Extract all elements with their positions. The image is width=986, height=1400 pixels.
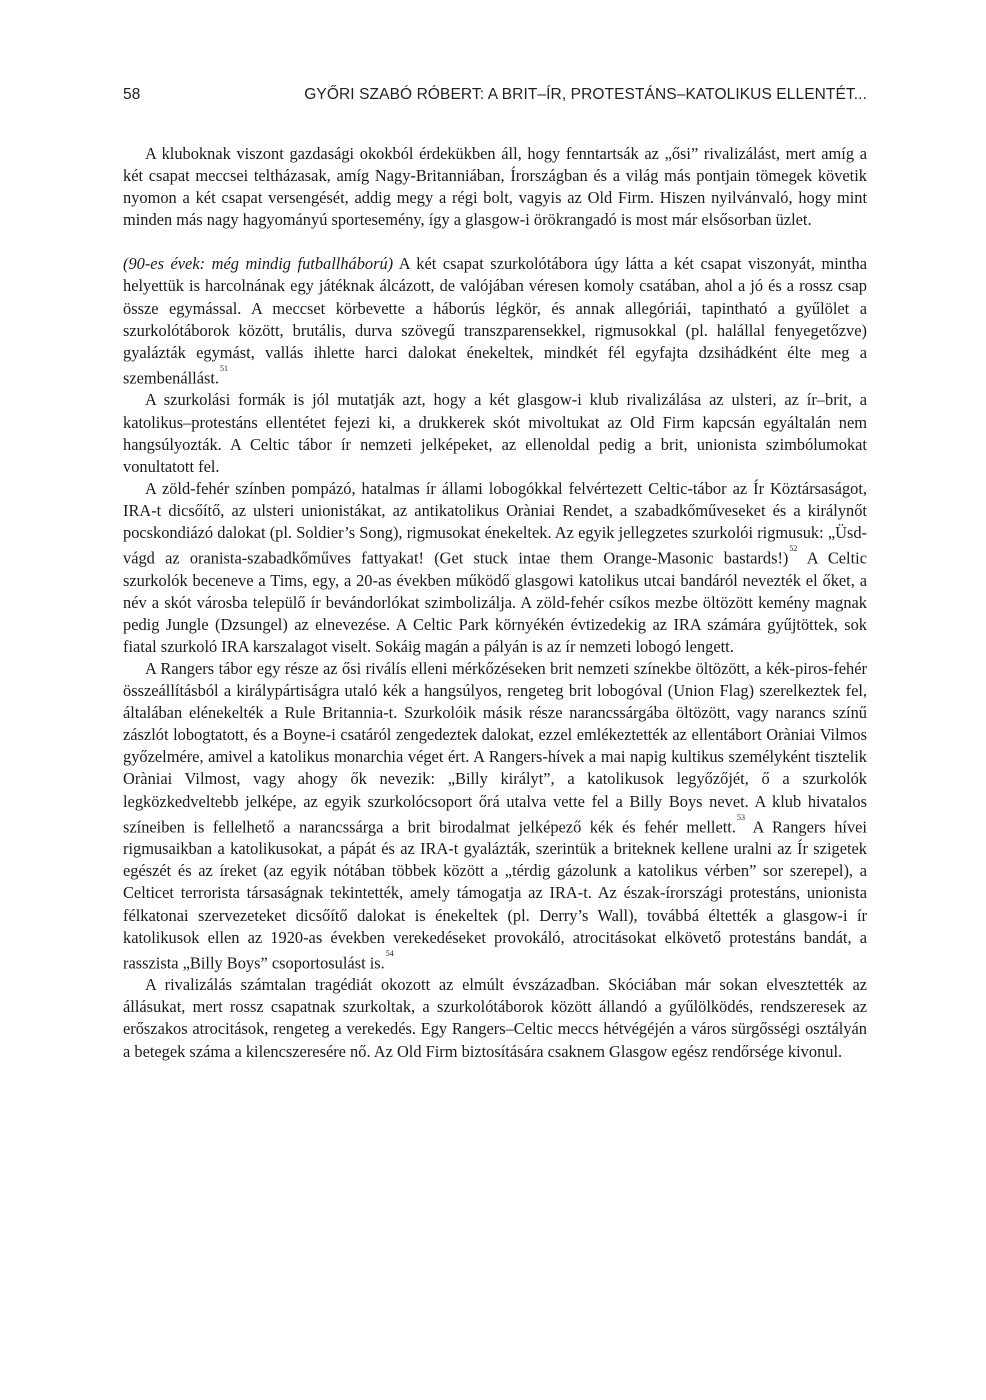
paragraph-text: A Celtic szurkolók beceneve a Tims, egy, a 20-as években működő glasgowi katolikus utcai bandáról nevezték el őket, a név a skót városba települő ír bevándorlókat szimbolizálja. A zöld-fehér csíkos mezbe öltözött kemény magnak pedig Jungle (Dzsungel) az elnevezése. A Celtic Park környékén évtizedekig az IRA számára gyűjtöttek, sok fiatal szurkoló IRA karszalagot viselt. Sokáig magán a pályán is az ír nemzeti lobogó lengett.	[123, 548, 867, 656]
body-text	[123, 143, 867, 1063]
paragraph-3	[123, 389, 867, 477]
paragraph-text: A Rangers hívei rigmusaikban a katolikusokat, a pápát és az IRA-t gyalázták, szerintük a briteknek kellene uralni az Ír szigetek egészét és az íreket (az egyik nótában többek között a „térdig gázolunk a katolikus vérben” sor szerepel), a Celticet terrorista társaságnak tekintették, amely támogatja az IRA-t. Az észak-írországi protestáns, unionista félkatonai szervezeteket dicsőítő dalokat is énekeltek (pl. Derry’s Wall), továbbá éltették a glasgow-i ír katolikusok ellen az 1920-as években verekedéseket provokáló, atrocitásokat elkövető protestáns bandát, a rasszista „Billy Boys” csoportosulást is.	[123, 817, 867, 973]
running-title: GYŐRI SZABÓ RÓBERT: A BRIT–ÍR, PROTESTÁNS–KATOLIKUS ELLENTÉT...	[304, 86, 867, 103]
paragraph-text: A kluboknak viszont gazdasági okokból érdekükben áll, hogy fenntartsák az „ősi” rivalizálást, mert amíg a két csapat meccsei teltházasak, amíg Nagy-Britanniában, Írországban és a világ más pontjain tömegek követik nyomon a két csapat versengését, addig megy a régi bolt, vagyis az Old Firm. Hiszen nyilvánvaló, hogy mint minden más nagy hagyományú sportesemény, így a glasgow-i örökrangadó is most már elsősorban üzlet.	[123, 144, 867, 230]
section-lead: (90-es évek: még mindig futballháború)	[123, 254, 394, 274]
paragraph-4	[123, 478, 867, 658]
paragraph-text: A zöld-fehér színben pompázó, hatalmas ír állami lobogókkal felvértezett Celtic-tábor az Ír Köztársaságot, IRA-t dicsőítő, az ulsteri unionistákat, az antikatolikus Oràniai Rendet, a szabadkőműveseket és a királynőt pocskondiázó dalokat (pl. Soldier’s Song), rigmusokat énekeltek. Az egyik jellegzetes szurkolói rigmusuk: „Üsd-vágd az oranista-szabadkőműves fattyakat! (Get stuck intae them Orange-Masonic bastards!)	[123, 478, 867, 568]
footnote-ref: 51	[220, 363, 229, 373]
paragraph-6	[123, 974, 867, 1062]
paragraph-5	[123, 658, 867, 974]
paragraph-1	[123, 143, 867, 231]
page-number: 58	[123, 86, 141, 103]
paragraph-text: A szurkolási formák is jól mutatják azt, hogy a két glasgow-i klub rivalizálása az ulsteri, az ír–brit, a katolikus–protestáns ellentétet fejezi ki, a drukkerek skót mivoltukat az Old Firm kapcsán egyáltalán nem hangsúlyozták. A Celtic tábor ír nemzeti jelképeket, az ellenoldal pedig a brit, unionista szimbólumokat vonultatott fel.	[123, 390, 867, 476]
paragraph-text: A rivalizálás számtalan tragédiát okozott az elmúlt évszázadban. Skóciában már sokan elvesztették az állásukat, mert rossz csapatnak szurkoltak, a szurkolótáborok között állandó a gyűlölködés, rendszeresek az erőszakos atrocitások, rengeteg a verekedés. Egy Rangers–Celtic meccs hétvégéjén a város sürgősségi osztályán a betegek száma a kilencszeresére nő. Az Old Firm biztosítására csaknem Glasgow egész rendőrsége kivonul.	[123, 975, 867, 1061]
footnote-ref: 52	[789, 544, 798, 554]
footnote-ref: 54	[385, 948, 394, 958]
footnote-ref: 53	[736, 812, 745, 822]
paragraph-text: A Rangers tábor egy része az ősi riválís elleni mérkőzéseken brit nemzeti színekbe öltözött, a kék-piros-fehér összeállításból a királypártiságra utaló kék a hangsúlyos, rengeteg brit lobogóval (Union Flag) szerelkeztek fel, általában elénekelték a Rule Britannia-t. Szurkolóik másik része narancssárgába öltözött, vagy narancs színű zászlót lobogtatott, és a Boyne-i csatáról zengedeztek dalokat, ezzel emlékeztették az ellentábort Oràniai Vilmos győzelmére, amivel a katolikus monarchia véget ért. A Rangers-hívek a mai napig kultikus személyként tisztelik Oràniai Vilmost, vagy ahogy ők nevezik: „Billy királyt”, a katolikusok legyőzőjét, ő a szurkolók legközkedveltebb jelképe, az egyik szurkolócsoport őrá utalva vette fel a Billy Boys nevet. A klub hivatalos színeiben is fellelhető a narancssárga a brit birodalmat jelképező kék és fehér mellett.	[123, 659, 867, 837]
paragraph-text: A két csapat szurkolótábora úgy látta a két csapat viszonyát, mintha helyettük is harcolnának egy játéknak álcázott, de valójában véresen komoly csatában, ahol a jó és a rossz csap össze egymással. A meccset körbevette a háborús légkör, és annak allegóriái, tapintható a gyűlölet a szurkolótáborok között, brutális, durva szövegű transzparensekkel, rigmusokkal (pl. halállal fenyegetőzve) gyalázták egymást, vallás ihlette harci dalokat énekeltek, mindkét fél egyfajta dzsihádként élte meg a szembenállást.	[123, 254, 867, 388]
page-header	[123, 86, 867, 108]
paragraph-2	[123, 253, 867, 389]
